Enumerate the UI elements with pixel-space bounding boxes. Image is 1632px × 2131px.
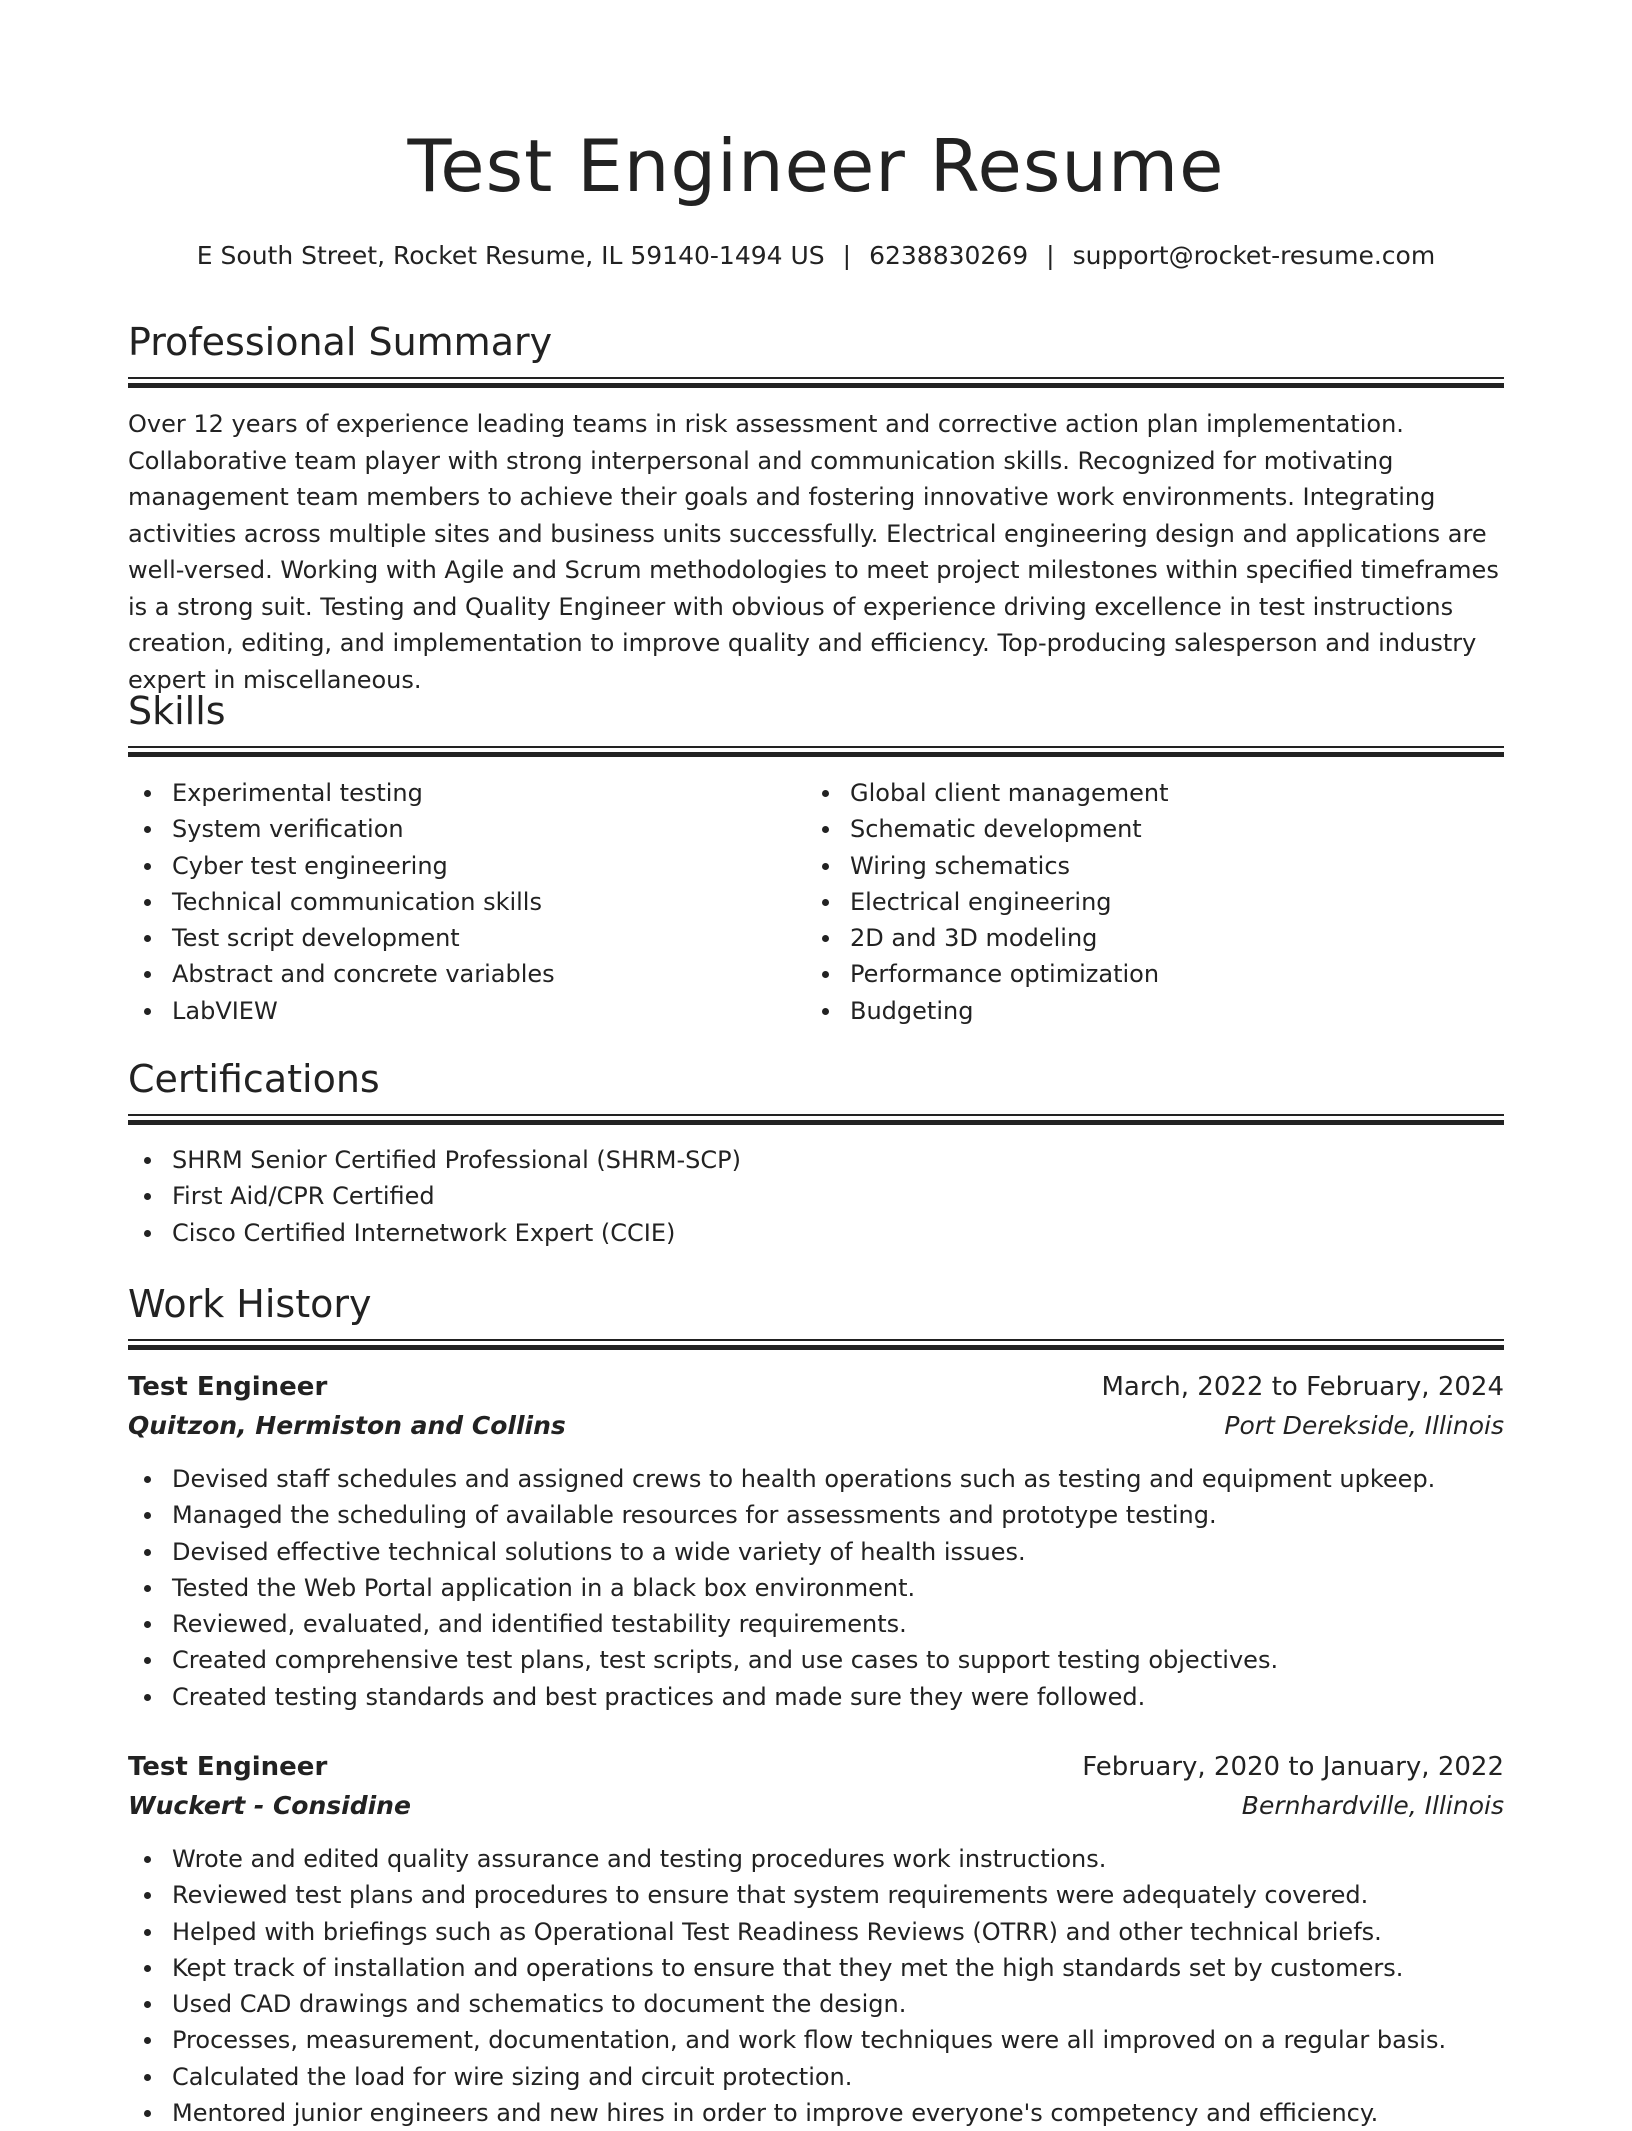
certification-item: Cisco Certified Internetwork Expert (CCIE) bbox=[128, 1215, 1504, 1251]
skill-item: Experimental testing bbox=[128, 775, 788, 811]
job-location: Bernhardville, Illinois bbox=[1241, 1791, 1504, 1820]
job-duty: Managed the scheduling of available resources for assessments and prototype testing. bbox=[128, 1497, 1504, 1533]
summary-text: Over 12 years of experience leading teams in risk assessment and corrective action plan implementation. Collaborative team player with strong interpersonal and communication skills. Recognized for motivating management team members to achieve their goals and fostering innovative work environments. Integrating activities across multiple sites and business units successfully. Electrical engineering design and applications are well-versed. Working with Agile and Scrum methodologies to meet project milestones within specified timeframes is a strong suit. Testing and Quality Engineer with obvious of experience driving excellence in test instructions creation, editing, and implementation to improve quality and efficiency. Top-producing salesperson and industry expert in miscellaneous. bbox=[128, 410, 1499, 694]
skill-item: LabVIEW bbox=[128, 993, 788, 1029]
job-duty: Calculated the load for wire sizing and circuit protection. bbox=[128, 2059, 1504, 2095]
skills-list-left bbox=[128, 775, 788, 1029]
contact-line bbox=[128, 238, 1504, 274]
job-duty: Kept track of installation and operations to ensure that they met the high standards set by customers. bbox=[128, 1950, 1504, 1986]
contact-separator: | bbox=[1046, 241, 1055, 270]
job-company: Wuckert - Considine bbox=[128, 1791, 411, 1820]
job-duty: Mentored junior engineers and new hires in order to improve everyone's competency and efficiency. bbox=[128, 2095, 1504, 2131]
job-duty: Devised staff schedules and assigned crews to health operations such as testing and equipment upkeep. bbox=[128, 1461, 1504, 1497]
job-dates: March, 2022 to February, 2024 bbox=[1101, 1372, 1504, 1402]
work-history-heading: Work History bbox=[128, 1282, 372, 1326]
job-duties-list bbox=[128, 1841, 1504, 2131]
job-duty: Created testing standards and best practices and made sure they were followed. bbox=[128, 1679, 1504, 1715]
contact-separator: | bbox=[842, 241, 852, 270]
section-divider bbox=[128, 746, 1504, 756]
skill-item: Global client management bbox=[806, 775, 1466, 811]
job-title: Test Engineer bbox=[128, 1752, 328, 1782]
contact-phone: 6238830269 bbox=[869, 241, 1029, 270]
skill-item: Schematic development bbox=[806, 811, 1466, 847]
skill-item: System verification bbox=[128, 811, 788, 847]
section-divider bbox=[128, 377, 1504, 387]
job-dates: February, 2020 to January, 2022 bbox=[1082, 1752, 1504, 1782]
job-duty: Wrote and edited quality assurance and testing procedures work instructions. bbox=[128, 1841, 1504, 1877]
skill-item: Technical communication skills bbox=[128, 884, 788, 920]
skill-item: Test script development bbox=[128, 920, 788, 956]
contact-email: support@rocket-resume.com bbox=[1072, 241, 1436, 270]
job-duty: Devised effective technical solutions to a wide variety of health issues. bbox=[128, 1534, 1504, 1570]
certifications-heading: Certifications bbox=[128, 1057, 380, 1101]
skill-item: Wiring schematics bbox=[806, 848, 1466, 884]
skill-item: Cyber test engineering bbox=[128, 848, 788, 884]
page-title: Test Engineer Resume bbox=[407, 124, 1225, 208]
skill-item: Abstract and concrete variables bbox=[128, 956, 788, 992]
skill-item: Performance optimization bbox=[806, 956, 1466, 992]
job-duty: Used CAD drawings and schematics to document the design. bbox=[128, 1986, 1504, 2022]
certification-item: SHRM Senior Certified Professional (SHRM-SCP) bbox=[128, 1142, 1504, 1178]
job-duty: Tested the Web Portal application in a black box environment. bbox=[128, 1570, 1504, 1606]
section-divider bbox=[128, 1114, 1504, 1124]
section-divider bbox=[128, 1339, 1504, 1349]
contact-address: E South Street, Rocket Resume, IL 59140-1494 US bbox=[196, 241, 825, 270]
certifications-list bbox=[128, 1142, 1504, 1251]
skills-list-right bbox=[806, 775, 1466, 1029]
skill-item: Budgeting bbox=[806, 993, 1466, 1029]
job-duty: Created comprehensive test plans, test scripts, and use cases to support testing objectives. bbox=[128, 1642, 1504, 1678]
job-duty: Helped with briefings such as Operational Test Readiness Reviews (OTRR) and other technical briefs. bbox=[128, 1914, 1504, 1950]
job-company: Quitzon, Hermiston and Collins bbox=[128, 1411, 566, 1440]
job-duty: Reviewed test plans and procedures to ensure that system requirements were adequately covered. bbox=[128, 1877, 1504, 1913]
job-title: Test Engineer bbox=[128, 1372, 328, 1402]
job-duty: Processes, measurement, documentation, and work flow techniques were all improved on a regular basis. bbox=[128, 2022, 1504, 2058]
skill-item: Electrical engineering bbox=[806, 884, 1466, 920]
summary-heading: Professional Summary bbox=[128, 320, 553, 364]
job-location: Port Derekside, Illinois bbox=[1224, 1411, 1504, 1440]
skill-item: 2D and 3D modeling bbox=[806, 920, 1466, 956]
skills-heading: Skills bbox=[128, 689, 226, 733]
certification-item: First Aid/CPR Certified bbox=[128, 1178, 1504, 1214]
job-duties-list bbox=[128, 1461, 1504, 1715]
job-duty: Reviewed, evaluated, and identified testability requirements. bbox=[128, 1606, 1504, 1642]
